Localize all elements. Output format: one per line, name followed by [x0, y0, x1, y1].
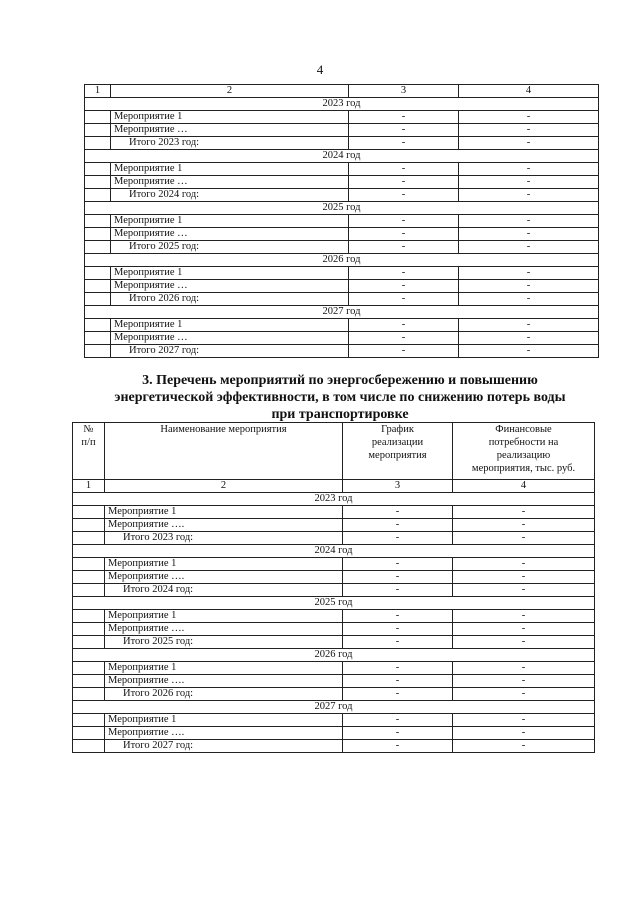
header-num: № п/п [73, 423, 105, 480]
year-row [85, 98, 599, 111]
total-schedule-value: - [349, 345, 459, 358]
header-finance: Финансовые потребности на реализацию мероприятия, тыс. руб. [453, 423, 595, 480]
total-finance-value: - [453, 740, 595, 753]
schedule-value: - [343, 519, 453, 532]
table-row [73, 506, 595, 519]
finance-value: - [453, 519, 595, 532]
total-row [85, 137, 599, 150]
schedule-value: - [349, 228, 459, 241]
num-cell [85, 124, 111, 137]
num-cell [85, 163, 111, 176]
total-label: Итого 2023 год: [111, 137, 349, 150]
measure-name: Мероприятие …. [105, 675, 343, 688]
total-finance-value: - [453, 636, 595, 649]
schedule-value: - [343, 675, 453, 688]
num-cell [73, 623, 105, 636]
num-cell [85, 332, 111, 345]
table-row [73, 662, 595, 675]
year-label: 2023 год [73, 493, 595, 506]
total-label: Итого 2023 год: [105, 532, 343, 545]
table-row [73, 675, 595, 688]
total-schedule-value: - [343, 688, 453, 701]
finance-value: - [459, 228, 599, 241]
table-row [73, 558, 595, 571]
finance-value: - [453, 714, 595, 727]
column-number-4: 4 [453, 480, 595, 493]
year-label: 2025 год [85, 202, 599, 215]
num-cell [85, 111, 111, 124]
total-label: Итого 2025 год: [105, 636, 343, 649]
total-row [73, 532, 595, 545]
total-row [85, 345, 599, 358]
measure-name: Мероприятие 1 [105, 610, 343, 623]
measure-name: Мероприятие …. [105, 519, 343, 532]
table-row [73, 714, 595, 727]
measure-name: Мероприятие 1 [111, 163, 349, 176]
table-row [73, 571, 595, 584]
column-number-2: 2 [111, 85, 349, 98]
measures-table-continued [84, 84, 599, 358]
total-label: Итого 2024 год: [105, 584, 343, 597]
num-cell [73, 675, 105, 688]
schedule-value: - [349, 332, 459, 345]
finance-value: - [459, 267, 599, 280]
schedule-value: - [343, 610, 453, 623]
finance-value: - [453, 506, 595, 519]
total-finance-value: - [459, 345, 599, 358]
measure-name: Мероприятие …. [105, 727, 343, 740]
table-row [73, 610, 595, 623]
total-label: Итого 2027 год: [105, 740, 343, 753]
measure-name: Мероприятие 1 [105, 662, 343, 675]
measure-name: Мероприятие … [111, 332, 349, 345]
finance-value: - [453, 623, 595, 636]
finance-value: - [459, 215, 599, 228]
schedule-value: - [343, 714, 453, 727]
total-schedule-value: - [349, 293, 459, 306]
total-schedule-value: - [343, 740, 453, 753]
table-row [85, 176, 599, 189]
column-number-2: 2 [105, 480, 343, 493]
column-number-1: 1 [73, 480, 105, 493]
section-3-title [90, 372, 590, 423]
year-row [85, 254, 599, 267]
measure-name: Мероприятие … [111, 176, 349, 189]
page-number: 4 [316, 62, 324, 77]
total-row [73, 584, 595, 597]
year-label: 2025 год [73, 597, 595, 610]
total-label: Итого 2026 год: [105, 688, 343, 701]
finance-value: - [453, 571, 595, 584]
measure-name: Мероприятие 1 [111, 319, 349, 332]
total-label: Итого 2026 год: [111, 293, 349, 306]
table-row [85, 280, 599, 293]
finance-value: - [453, 610, 595, 623]
table-row [73, 623, 595, 636]
total-label: Итого 2027 год: [111, 345, 349, 358]
total-schedule-value: - [349, 241, 459, 254]
table-row [85, 319, 599, 332]
num-cell [73, 610, 105, 623]
measure-name: Мероприятие 1 [111, 267, 349, 280]
num-cell [73, 558, 105, 571]
finance-value: - [459, 163, 599, 176]
table-row [85, 111, 599, 124]
total-finance-value: - [459, 189, 599, 202]
num-cell [85, 176, 111, 189]
finance-value: - [459, 319, 599, 332]
num-cell [85, 241, 111, 254]
num-cell [85, 189, 111, 202]
year-row [73, 597, 595, 610]
total-finance-value: - [453, 584, 595, 597]
total-finance-value: - [453, 532, 595, 545]
measure-name: Мероприятие 1 [111, 111, 349, 124]
num-cell [73, 662, 105, 675]
year-row [85, 306, 599, 319]
num-cell [85, 228, 111, 241]
energy-saving-measures-table [72, 422, 595, 753]
num-cell [85, 137, 111, 150]
total-schedule-value: - [349, 189, 459, 202]
finance-value: - [459, 280, 599, 293]
header-name: Наименование мероприятия [105, 423, 343, 480]
header-schedule: График реализации мероприятия [343, 423, 453, 480]
section-3-title-line-3: при транспортировке [271, 407, 409, 422]
measure-name: Мероприятие …. [105, 623, 343, 636]
table-row [85, 124, 599, 137]
year-label: 2026 год [73, 649, 595, 662]
num-cell [85, 267, 111, 280]
num-cell [73, 740, 105, 753]
year-label: 2023 год [85, 98, 599, 111]
measure-name: Мероприятие 1 [111, 215, 349, 228]
total-row [85, 241, 599, 254]
schedule-value: - [343, 727, 453, 740]
total-row [73, 636, 595, 649]
num-cell [73, 506, 105, 519]
measure-name: Мероприятие …. [105, 571, 343, 584]
total-row [85, 189, 599, 202]
measure-name: Мероприятие 1 [105, 714, 343, 727]
num-cell [73, 636, 105, 649]
measure-name: Мероприятие … [111, 124, 349, 137]
schedule-value: - [349, 163, 459, 176]
total-schedule-value: - [349, 137, 459, 150]
year-row [73, 649, 595, 662]
table-row [85, 267, 599, 280]
column-number-3: 3 [343, 480, 453, 493]
column-number-4: 4 [459, 85, 599, 98]
num-cell [73, 688, 105, 701]
finance-value: - [459, 124, 599, 137]
finance-value: - [453, 662, 595, 675]
total-schedule-value: - [343, 584, 453, 597]
num-cell [73, 519, 105, 532]
year-row [73, 545, 595, 558]
num-cell [85, 215, 111, 228]
year-label: 2026 год [85, 254, 599, 267]
total-row [85, 293, 599, 306]
total-label: Итого 2025 год: [111, 241, 349, 254]
schedule-value: - [343, 558, 453, 571]
year-row [85, 150, 599, 163]
year-row [73, 493, 595, 506]
total-label: Итого 2024 год: [111, 189, 349, 202]
measure-name: Мероприятие 1 [105, 506, 343, 519]
table-row [85, 332, 599, 345]
section-3-title-line-1: 3. Перечень мероприятий по энергосбережению и повышению [142, 373, 538, 388]
num-cell [85, 293, 111, 306]
year-row [73, 701, 595, 714]
num-cell [85, 345, 111, 358]
num-cell [73, 584, 105, 597]
total-finance-value: - [453, 688, 595, 701]
table-row [85, 163, 599, 176]
column-number-1: 1 [85, 85, 111, 98]
schedule-value: - [343, 506, 453, 519]
column-number-row [85, 85, 599, 98]
measure-name: Мероприятие 1 [105, 558, 343, 571]
measure-name: Мероприятие … [111, 280, 349, 293]
num-cell [85, 319, 111, 332]
schedule-value: - [343, 623, 453, 636]
year-label: 2024 год [73, 545, 595, 558]
schedule-value: - [349, 176, 459, 189]
total-finance-value: - [459, 241, 599, 254]
total-schedule-value: - [343, 636, 453, 649]
schedule-value: - [343, 571, 453, 584]
total-finance-value: - [459, 293, 599, 306]
table-row [85, 228, 599, 241]
num-cell [73, 532, 105, 545]
schedule-value: - [349, 124, 459, 137]
finance-value: - [453, 727, 595, 740]
table-row [73, 519, 595, 532]
finance-value: - [459, 111, 599, 124]
year-label: 2027 год [85, 306, 599, 319]
schedule-value: - [349, 215, 459, 228]
finance-value: - [459, 332, 599, 345]
table2-header-row [73, 423, 595, 480]
total-schedule-value: - [343, 532, 453, 545]
year-row [85, 202, 599, 215]
year-label: 2027 год [73, 701, 595, 714]
section-3-title-line-2: энергетической эффективности, в том числе по снижению потерь воды [114, 390, 566, 405]
schedule-value: - [349, 280, 459, 293]
schedule-value: - [349, 319, 459, 332]
table-row [73, 727, 595, 740]
total-row [73, 688, 595, 701]
year-label: 2024 год [85, 150, 599, 163]
schedule-value: - [343, 662, 453, 675]
num-cell [73, 727, 105, 740]
finance-value: - [453, 675, 595, 688]
finance-value: - [459, 176, 599, 189]
num-cell [73, 571, 105, 584]
column-number-3: 3 [349, 85, 459, 98]
schedule-value: - [349, 111, 459, 124]
num-cell [73, 714, 105, 727]
total-finance-value: - [459, 137, 599, 150]
column-number-row [73, 480, 595, 493]
total-row [73, 740, 595, 753]
finance-value: - [453, 558, 595, 571]
num-cell [85, 280, 111, 293]
table-row [85, 215, 599, 228]
schedule-value: - [349, 267, 459, 280]
measure-name: Мероприятие … [111, 228, 349, 241]
